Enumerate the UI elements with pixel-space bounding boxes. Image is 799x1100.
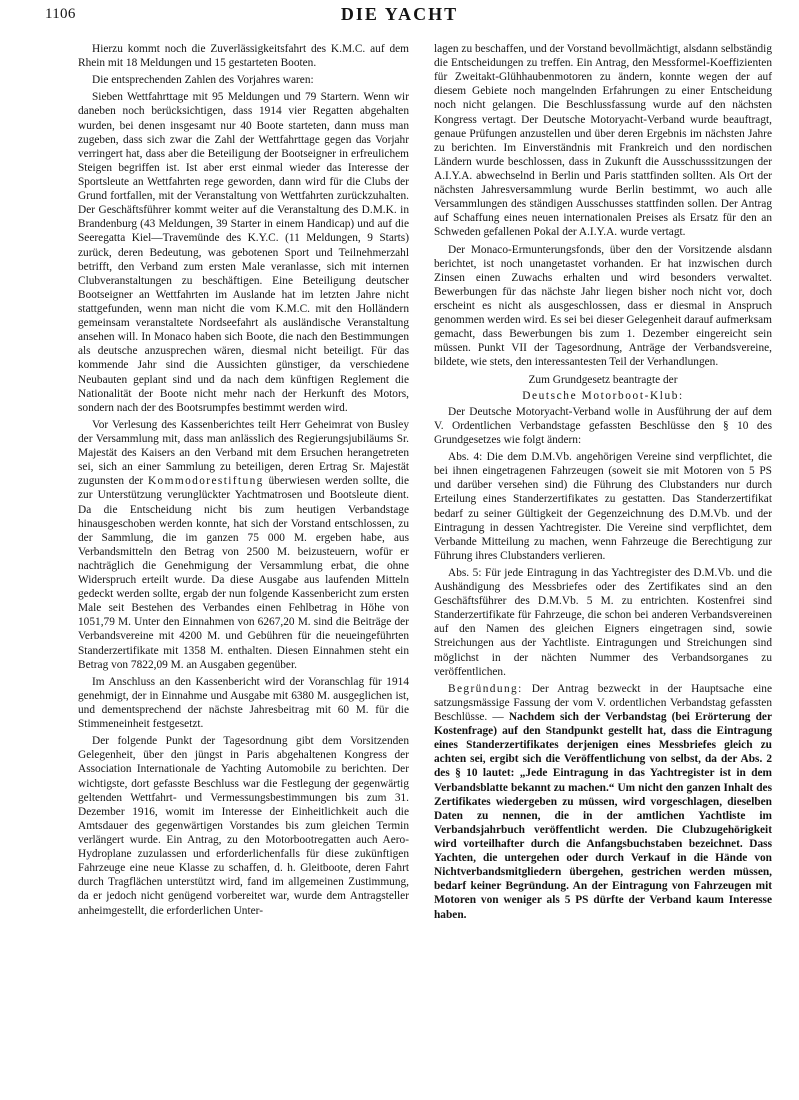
paragraph-text: Der Antrag bezweckt in der Hauptsache eine satzungsmässige Fassung der vom V. ordentlichen Verbandstag gefassten Beschlüsse. — <box>434 682 772 724</box>
paragraph: Der Monaco-Ermunterungsfonds, über den der Vorsitzende alsdann berichtet, ist noch unangetastet vorhanden. Er hat inzwischen durch Zinsen einen Zuwachs erhalten und wird besonders verwaltet. Bewerbungen für das nächste Jahr liegen bisher noch nicht vor, doch erscheint es nicht als ausgeschlossen, dass er diesmal in Anspruch genommen werden wird. Es sei bei dieser Gelegenheit darauf aufmerksam gemacht, dass Bewerbungen bis zum 1. Dezember eingereicht sein müssen. Punkt VII der Tagesordnung, Anträge der Verbandsvereine, bildete, wie stets, den interessantesten Teil der Verhandlungen. <box>434 243 772 369</box>
bold-paragraph-text: Nachdem sich der Verbandstag (bei Erörterung der Kostenfrage) auf den Standpunkt gestellt hat, dass die Eintragung eines Standerzertifikates derjenigen eines Messbriefes gleich zu achten sei, ergibt sich die Veröffentlichung von selbst, da der Abs. 2 des § 10 lautet: „Jede Eintragung in das Yachtregister ist in dem Verbandsblatte bekannt zu machen.“ Um nicht den ganzen Inhalt des Zertifikates wiedergeben zu müssen, wird vorgeschlagen, dieselben Daten zu nennen, die in der amtlichen Yachtliste im Verbandsjahrbuch veröffentlicht werden. Die Clubzugehörigkeit wird vorteilhafter durch die Anfangsbuchstaben bezeichnet. Dass Yachten, die untergehen oder durch Verkauf in die Hände von Nichtverbandsmitgliedern übergehen, gestrichen werden müssen, bedarf keiner Begründung. An der Eintragung von Fahrzeugen mit Motoren von weniger als 5 PS dürfte der Verband kaum Interesse haben. <box>434 711 772 921</box>
paragraph <box>434 682 772 922</box>
spaced-term: Kommodorestiftung <box>147 475 264 488</box>
running-title: DIE YACHT <box>340 4 459 24</box>
paragraph: Im Anschluss an den Kassenbericht wird der Voranschlag für 1914 genehmigt, der in Einnahme und Ausgabe mit 6380 M. ausgeglichen ist, und dementsprechend der nächste Jahresbeitrag mit 60 M. für die Stimmeneinheit festgesetzt. <box>78 675 409 731</box>
paragraph: Die entsprechenden Zahlen des Vorjahres waren: <box>92 74 314 87</box>
right-column <box>434 42 772 925</box>
left-column <box>78 42 409 921</box>
motion-intro: Zum Grundgesetz beantragte der <box>528 373 678 386</box>
club-name: Deutsche Motorboot-Klub: <box>522 389 684 402</box>
paragraph: Hierzu kommt noch die Zuverlässigkeitsfahrt des K.M.C. auf dem Rhein mit 18 Meldungen und 15 gestarteten Booten. <box>78 43 409 70</box>
paragraph: Der folgende Punkt der Tagesordnung gibt dem Vorsitzenden Gelegenheit, über den jüngst in Paris abgehaltenen Kongress der Association Internationale de Yachting Automobile zu berichten. Der wichtigste, dort gefasste Beschluss war die Festlegung der gegenwärtig geltenden Wettfahrt- und Vermessungsbestimmungen bis zum 31. Dezember 1916, womit im Interesse der Einheitlichkeit auch die Amtsdauer des gegenwärtigen Vorstandes bis zum gleichen Termin verlängert wurde. Ein Antrag, zu den Motorbootregatten auch Aero-Hydroplane zuzulassen und erforderlichenfalls für diese zukünftigen Fahrzeuge eine neue Klasse zu schaffen, d. h. Gleitboote, deren Fahrt durch Tragflächen unterstützt wird, fand im allgemeinen Zustimmung, da er jedoch nicht genügend vorbereitet war, wurde dem Antragsteller anheimgestellt, die erforderlichen Unter- <box>78 735 409 917</box>
page-number: 1106 <box>45 6 76 22</box>
paragraph-text: überwiesen werden sollte, die zur Unterstützung verunglückter Yachtmatrosen und Bootsleute dient. Da die Entscheidung nicht bis zum heutigen Verbandstage hinausgeschoben werden konnte, hat sich der Vorstand entschlossen, zu der Sammlung, die im ganzen 75 000 M. ergeben habe, aus Verbandsmitteln den Betrag von 2500 M. beizusteuern, wofür er nachträglich die Genehmigung der Versammlung erbat, die ohne Widerspruch erteilt wurde. Da diese Ausgabe aus laufenden Mitteln gedeckt werden sollte, ergab der nun folgende Kassenbericht zum ersten Male seit Bestehen des Verbandes einen Fehlbetrag in Höhe von 1051,79 M. Unter den Einnahmen von 6267,20 M. sind die Beiträge der Verbandsvereine mit 4200 M. und Gebühren für die neueingeführten Standerzertifikate mit 1358 M. enthalten. Diesen Einnahmen steht ein Betrag von 7822,09 M. an Ausgaben gegenüber. <box>78 475 409 671</box>
begruendung-label: Begründung: <box>448 682 523 695</box>
paragraph: Der Deutsche Motoryacht-Verband wolle in Ausführung der auf dem V. Ordentlichen Verbandstage gefassten Beschlüsse den § 10 des Grundgesetzes wie folgt ändern: <box>434 405 772 446</box>
paragraph: Abs. 4: Die dem D.M.Vb. angehörigen Vereine sind verpflichtet, die bei ihnen eingetragenen Fahrzeugen (soweit sie mit Motoren von 5 PS und darüber versehen sind) die Führung des Clubstanders nur durch Erteilung eines Standerzertifikates zu gestatten. Das Standerzertifikat bedarf zu seiner Gültigkeit der Gegenzeichnung des D.M.Vb. und der Eintragung in dessen Yachtregister. Die Vereine sind verpflichtet, dem Verbande Mitteilung zu machen, wenn Fahrzeuge die Berechtigung zur Führung ihres Clubstanders verlieren. <box>434 451 772 562</box>
paragraph: Abs. 5: Für jede Eintragung in das Yachtregister des D.M.Vb. und die Aushändigung des Messbriefes oder des Zertifikates sind an den Geschäftsführer des D.M.Vb. 5 M. zu entrichten. Kostenfrei sind Standerzertifikate für Fahrzeuge, die schon bei anderen Verbandsvereinen auf den Namen des gleichen Eigners eingetragen sind, sowie Streichungen aus der Yachtliste. Eintragungen und Streichungen sind möglichst in der nächten Nummer des Verbandsorganes zu veröffentlichen. <box>434 566 772 678</box>
paragraph-text: Vor Verlesung des Kassenberichtes teilt Herr Geheimrat von Busley der Versammlung mit, dass man anlässlich des Regierungsjubiläums Sr. Majestät des Kaisers an den Verband mit dem Ersuchen herangetreten sei, sich an einer Sammlung zu beteiligen, deren Ertrag Sr. Majestät zugunsten der <box>78 418 409 488</box>
paragraph: Sieben Wettfahrttage mit 95 Meldungen und 79 Startern. Wenn wir daneben noch berücksichtigen, dass 1914 vier Regatten abgehalten wurden, bei denen insgesamt nur 40 Boote starteten, dann muss man zugeben, dass sich zwar die Zahl der Wettfahrttage gegen das Vorjahr verringert hat, dass aber die Beteiligung der Bootseigner in erfreulichem Steigen begriffen ist. Ist aber erst einmal wieder das Interesse der Sportsleute an Wettfahrten rege geworden, dann wird für die Clubs der Grund fortfallen, mit der Veranstaltung von Wettfahrten zurückzuhalten. Der Geschäftsführer kommt weiter auf die Veranstaltung des D.M.K. in Brandenburg (43 Meldungen, 39 Starter in einem Handicap) und auf die Seeregatta Kiel—Travemünde des K.Y.C. (11 Meldungen, 9 Starts) zurück, deren Bedeutung, was gebotenen Sport und Teilnehmerzahl betrifft, den Verband zum ersten Male veranlasse, sich mit internen Clubveranstaltungen zu beschäftigen. Eine Beteiligung deutscher Bootseigner an Wettfahrten im Auslande hat im letzten Jahre nicht stattgefunden, wenn man nicht die vom K.M.C. mit den Holländern gemeinsam veranstaltete Nordseefahrt als ausländische Veranstaltung ansehen will. In Monaco haben sich Boote, die nach den Bestimmungen als deutsche anzusprechen wären, diesmal nicht beteiligt. Für das kommende Jahr sind die Aussichten günstiger, da verschiedene Neubauten geplant sind und da nach dem künftigen Reglement die Nationalität der Boote nicht mehr nach der Herkunft des Motors, sondern nach der des Bootsrumpfes bestimmt werden wird. <box>78 91 409 414</box>
paragraph: lagen zu beschaffen, und der Vorstand bevollmächtigt, alsdann selbständig die Entscheidungen zu treffen. Ein Antrag, den Messformel-Koeffizienten für Zweitakt-Glühhaubenmotoren zu ändern, konnte wegen der auf diesem Gebiete noch mangelnden Erfahrungen zu einer Entscheidung noch nicht gelangen. Die Beschlussfassung wurde auf den nächsten Kongress vertagt. Der Deutsche Motoryacht-Verband wurde beauftragt, genaue Prüfungen anzustellen und über deren Ergebnis im nächsten Jahre zu berichten. Im Einverständnis mit Frankreich und den nordischen Ländern wurde beschlossen, dass in Zukunft die Ausschusssitzungen der A.I.Y.A. abwechselnd in Berlin und Paris stattfinden sollten. Als Ort der nächsten Jahresversammlung wurde Berlin bestimmt, wo auch alle Versammlungen des ständigen Ausschusses stattfinden sollen. Der Antrag auf Schaffung eines neuen internationalen Preises als Ersatz für den an Schweden gefallenen Pokal der A.I.Y.A. wurde vertagt. <box>434 43 772 239</box>
paragraph <box>78 418 409 672</box>
